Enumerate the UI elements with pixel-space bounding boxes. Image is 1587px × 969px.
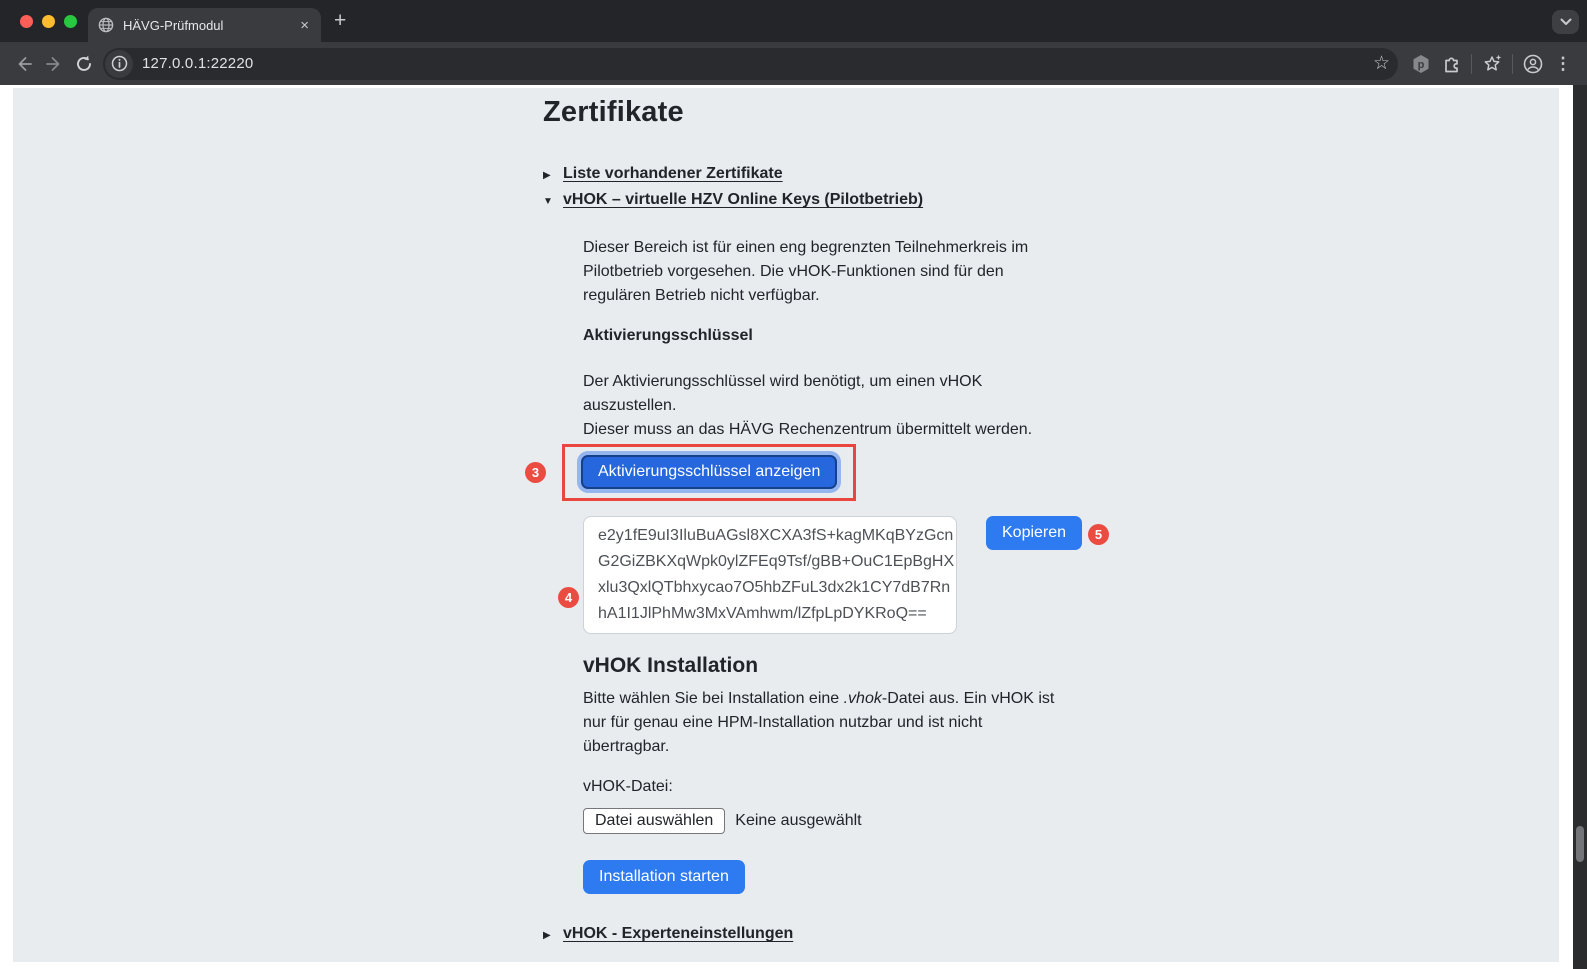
browser-menu-button[interactable] xyxy=(1548,49,1578,79)
install-info-text xyxy=(583,687,1055,759)
activation-key-line: e2y1fE9uI3IluBuAGsl8XCXA3fS+kagMKqBYzGcn xyxy=(598,527,954,544)
annotated-button-row xyxy=(531,444,1055,504)
chevron-down-icon xyxy=(1560,18,1572,26)
profile-icon xyxy=(1522,53,1544,75)
vhok-file-label: vHOK-Datei: xyxy=(583,778,673,795)
browser-toolbar xyxy=(0,42,1587,85)
window-minimize-button[interactable] xyxy=(42,15,55,28)
vhok-intro-text: Dieser Bereich ist für einen eng begrenzten Teilnehmerkreis im Pilotbetrieb vorgesehen. Die vHOK-Funktionen sind für den regulären Betrieb nicht verfügbar. xyxy=(583,239,1029,304)
tab-search-button[interactable] xyxy=(1552,10,1579,34)
annotation-step-badge-5: 5 xyxy=(1088,524,1109,545)
svg-text:p: p xyxy=(1417,58,1425,71)
toolbar-separator xyxy=(1512,54,1513,74)
tab-close-icon[interactable]: × xyxy=(300,16,309,34)
window-zoom-button[interactable] xyxy=(64,15,77,28)
expanded-triangle-icon: ▼ xyxy=(543,196,553,207)
hexagon-p-icon xyxy=(1410,53,1432,75)
browser-titlebar xyxy=(0,0,1587,42)
toolbar-separator xyxy=(1471,54,1472,74)
scrollbar-thumb[interactable] xyxy=(1576,826,1584,862)
vhok-section-content xyxy=(531,236,1103,894)
content-panel xyxy=(13,88,1559,962)
forward-icon xyxy=(44,54,64,74)
start-installation-button[interactable]: Installation starten xyxy=(583,860,745,894)
section-toggle-vhok[interactable] xyxy=(543,188,1103,214)
show-activation-key-button[interactable]: Aktivierungsschlüssel anzeigen xyxy=(581,455,837,489)
browser-scrollbar[interactable] xyxy=(1573,85,1587,969)
macos-window-controls xyxy=(20,15,77,28)
address-bar[interactable] xyxy=(103,48,1398,80)
file-status-text: Keine ausgewählt xyxy=(735,812,862,829)
back-button[interactable] xyxy=(9,49,39,79)
star-extension-button[interactable] xyxy=(1477,49,1507,79)
collapsed-triangle-icon: ▶ xyxy=(543,170,551,181)
new-tab-button[interactable]: + xyxy=(334,9,347,32)
window-close-button[interactable] xyxy=(20,15,33,28)
copy-button[interactable]: Kopieren xyxy=(986,516,1082,550)
profile-button[interactable] xyxy=(1518,49,1548,79)
annotation-step-badge-3: 3 xyxy=(525,462,546,483)
forward-button[interactable] xyxy=(39,49,69,79)
site-info-button[interactable] xyxy=(105,50,133,78)
star-sparkle-icon xyxy=(1481,53,1503,75)
page-viewport xyxy=(0,85,1573,969)
collapsed-triangle-icon: ▶ xyxy=(543,930,551,941)
activation-info-line2: Dieser muss an das HÄVG Rechenzentrum übermittelt werden. xyxy=(583,421,1033,438)
extension-p-button[interactable] xyxy=(1406,49,1436,79)
browser-tab[interactable] xyxy=(88,8,321,42)
activation-key-subheading: Aktivierungsschlüssel xyxy=(583,327,753,344)
section-label: vHOK – virtuelle HZV Online Keys (Pilotbetrieb) xyxy=(563,191,924,208)
site-favicon xyxy=(98,17,114,33)
activation-info-line1: Der Aktivierungsschlüssel wird benötigt, um einen vHOK auszustellen. xyxy=(583,373,983,414)
section-label: Liste vorhandener Zertifikate xyxy=(563,165,783,182)
reload-icon xyxy=(74,54,94,74)
back-icon xyxy=(14,54,34,74)
file-input-row xyxy=(583,808,1055,834)
activation-key-line: xlu3QxlQTbhxycao7O5hbZFuL3dx2k1CY7dB7Rn xyxy=(598,579,951,596)
activation-key-line: G2GiZBKXqWpk0ylZFEq9Tsf/gBB+OuC1EpBgHX xyxy=(598,553,955,570)
section-label: vHOK - Experteneinstellungen xyxy=(563,925,794,942)
section-toggle-expert-settings[interactable] xyxy=(543,922,1103,948)
activation-key-field[interactable] xyxy=(583,516,957,634)
extensions-button[interactable] xyxy=(1436,49,1466,79)
choose-file-button[interactable]: Datei auswählen xyxy=(583,808,725,834)
annotation-step-badge-4: 4 xyxy=(558,587,579,608)
activation-key-line: hA1I1JlPhMw3MxVAmhwm/lZfpLpDYKRoQ== xyxy=(598,605,927,622)
three-dot-menu-icon: ⋮ xyxy=(1554,54,1572,73)
reload-button[interactable] xyxy=(69,49,99,79)
vhok-file-extension: .vhok xyxy=(843,690,882,707)
puzzle-icon xyxy=(1441,53,1462,74)
annotation-highlight-rect xyxy=(562,444,856,501)
url-text[interactable]: 127.0.0.1:22220 xyxy=(142,55,254,72)
content-column xyxy=(531,88,1103,948)
section-toggle-certificate-list[interactable] xyxy=(543,162,1103,188)
tab-title: HÄVG-Prüfmodul xyxy=(123,17,224,33)
page-title: Zertifikate xyxy=(543,96,684,128)
install-info-suffix: -Datei aus. Ein vHOK ist nur für genau eine HPM-Installation nutzbar und ist nicht übertragbar. xyxy=(583,690,1055,755)
info-icon xyxy=(111,55,128,72)
bookmark-star-icon[interactable]: ☆ xyxy=(1372,53,1390,74)
install-info-prefix: Bitte wählen Sie bei Installation eine xyxy=(583,690,844,707)
install-heading: vHOK Installation xyxy=(583,654,759,677)
activation-key-row xyxy=(564,516,1103,634)
activation-key-info xyxy=(583,370,1055,442)
